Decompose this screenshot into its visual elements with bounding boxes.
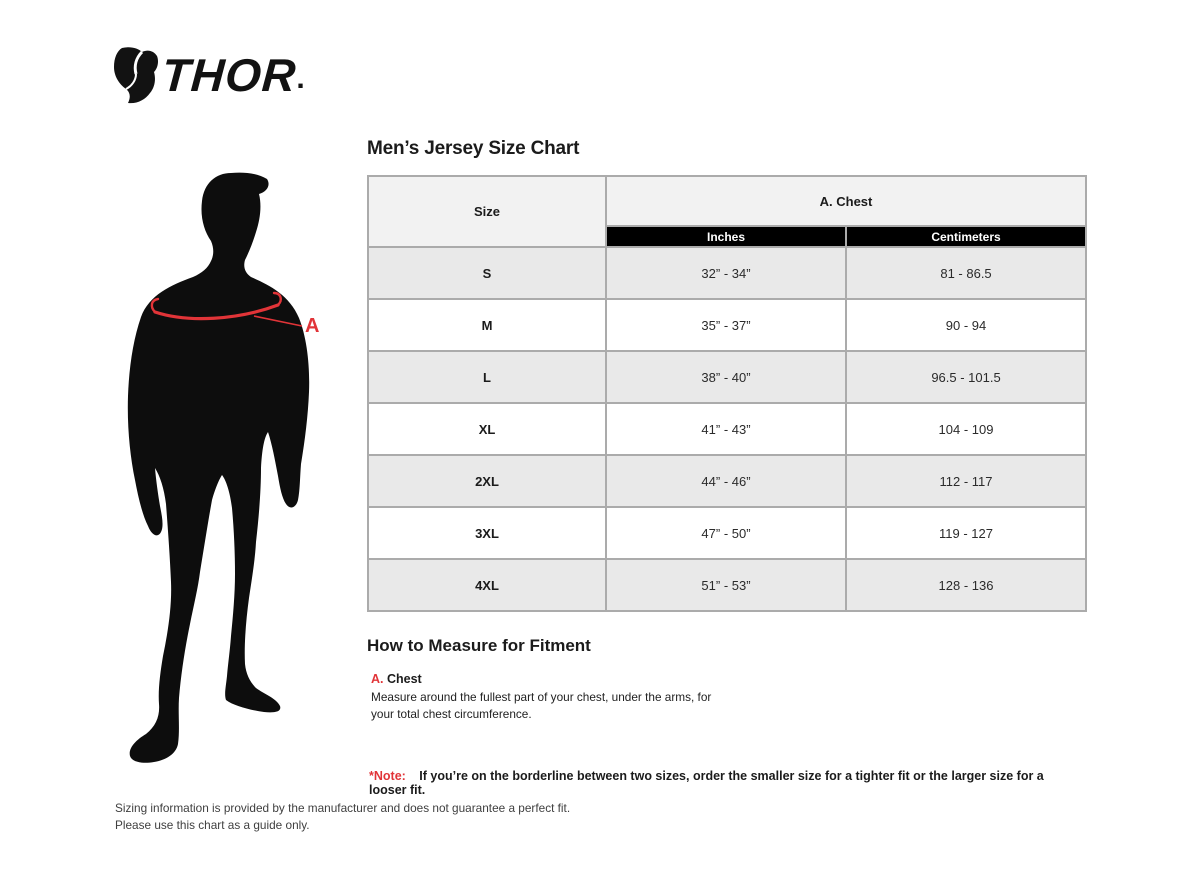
male-silhouette-illustration: [118, 170, 340, 770]
measure-description: Measure around the fullest part of your chest, under the arms, for your total chest circumference.: [371, 690, 712, 721]
thor-logo: [112, 46, 305, 104]
unit-header-inches: Inches: [606, 226, 846, 247]
table-row-xl: [368, 403, 1086, 455]
fitment-heading: How to Measure for Fitment: [367, 636, 591, 655]
measurement-figure: [118, 170, 340, 770]
chest-group-header: A. Chest: [606, 176, 1086, 226]
size-cell: M: [368, 299, 606, 351]
cm-cell: 119 - 127: [846, 507, 1086, 559]
cm-cell: 90 - 94: [846, 299, 1086, 351]
page-title: Men’s Jersey Size Chart: [367, 138, 580, 159]
disclaimer: [115, 800, 570, 834]
table-row-m: [368, 299, 1086, 351]
size-cell: S: [368, 247, 606, 299]
size-column-header: Size: [368, 176, 606, 247]
measure-letter: A.: [371, 672, 384, 686]
size-cell: 4XL: [368, 559, 606, 611]
table-header-row: [368, 176, 1086, 226]
inches-cell: 41” - 43”: [606, 403, 846, 455]
table-row-l: [368, 351, 1086, 403]
note-text: If you’re on the borderline between two sizes, order the smaller size for a tighter fit or the larger size for a looser fit.: [369, 769, 1044, 797]
inches-cell: 32” - 34”: [606, 247, 846, 299]
size-table-body: [368, 247, 1086, 611]
table-row-3xl: [368, 507, 1086, 559]
disclaimer-line-1: Sizing information is provided by the manufacturer and does not guarantee a perfect fit.: [115, 801, 571, 815]
unit-header-centimeters: Centimeters: [846, 226, 1086, 247]
table-row-2xl: [368, 455, 1086, 507]
inches-cell: 51” - 53”: [606, 559, 846, 611]
size-cell: 2XL: [368, 455, 606, 507]
measure-name: Chest: [386, 672, 422, 686]
size-cell: XL: [368, 403, 606, 455]
cm-cell: 128 - 136: [846, 559, 1086, 611]
table-row-4xl: [368, 559, 1086, 611]
disclaimer-line-2: Please use this chart as a guide only.: [115, 818, 310, 833]
sizing-note: [369, 769, 1069, 797]
cm-cell: 112 - 117: [846, 455, 1086, 507]
cm-cell: 96.5 - 101.5: [846, 351, 1086, 403]
table-row-s: [368, 247, 1086, 299]
note-label: *Note:: [369, 769, 406, 783]
thor-wordmark-dot: .: [296, 62, 305, 95]
inches-cell: 35” - 37”: [606, 299, 846, 351]
male-silhouette-body: [128, 173, 309, 763]
cm-cell: 104 - 109: [846, 403, 1086, 455]
measure-item-chest: [371, 672, 731, 723]
size-table: [367, 175, 1087, 612]
size-cell: L: [368, 351, 606, 403]
inches-cell: 47” - 50”: [606, 507, 846, 559]
inches-cell: 38” - 40”: [606, 351, 846, 403]
thor-goat-icon: [112, 46, 158, 104]
inches-cell: 44” - 46”: [606, 455, 846, 507]
cm-cell: 81 - 86.5: [846, 247, 1086, 299]
thor-wordmark: THOR: [160, 49, 299, 101]
measure-title: [371, 672, 731, 686]
size-cell: 3XL: [368, 507, 606, 559]
chest-label-a: A: [305, 315, 320, 337]
